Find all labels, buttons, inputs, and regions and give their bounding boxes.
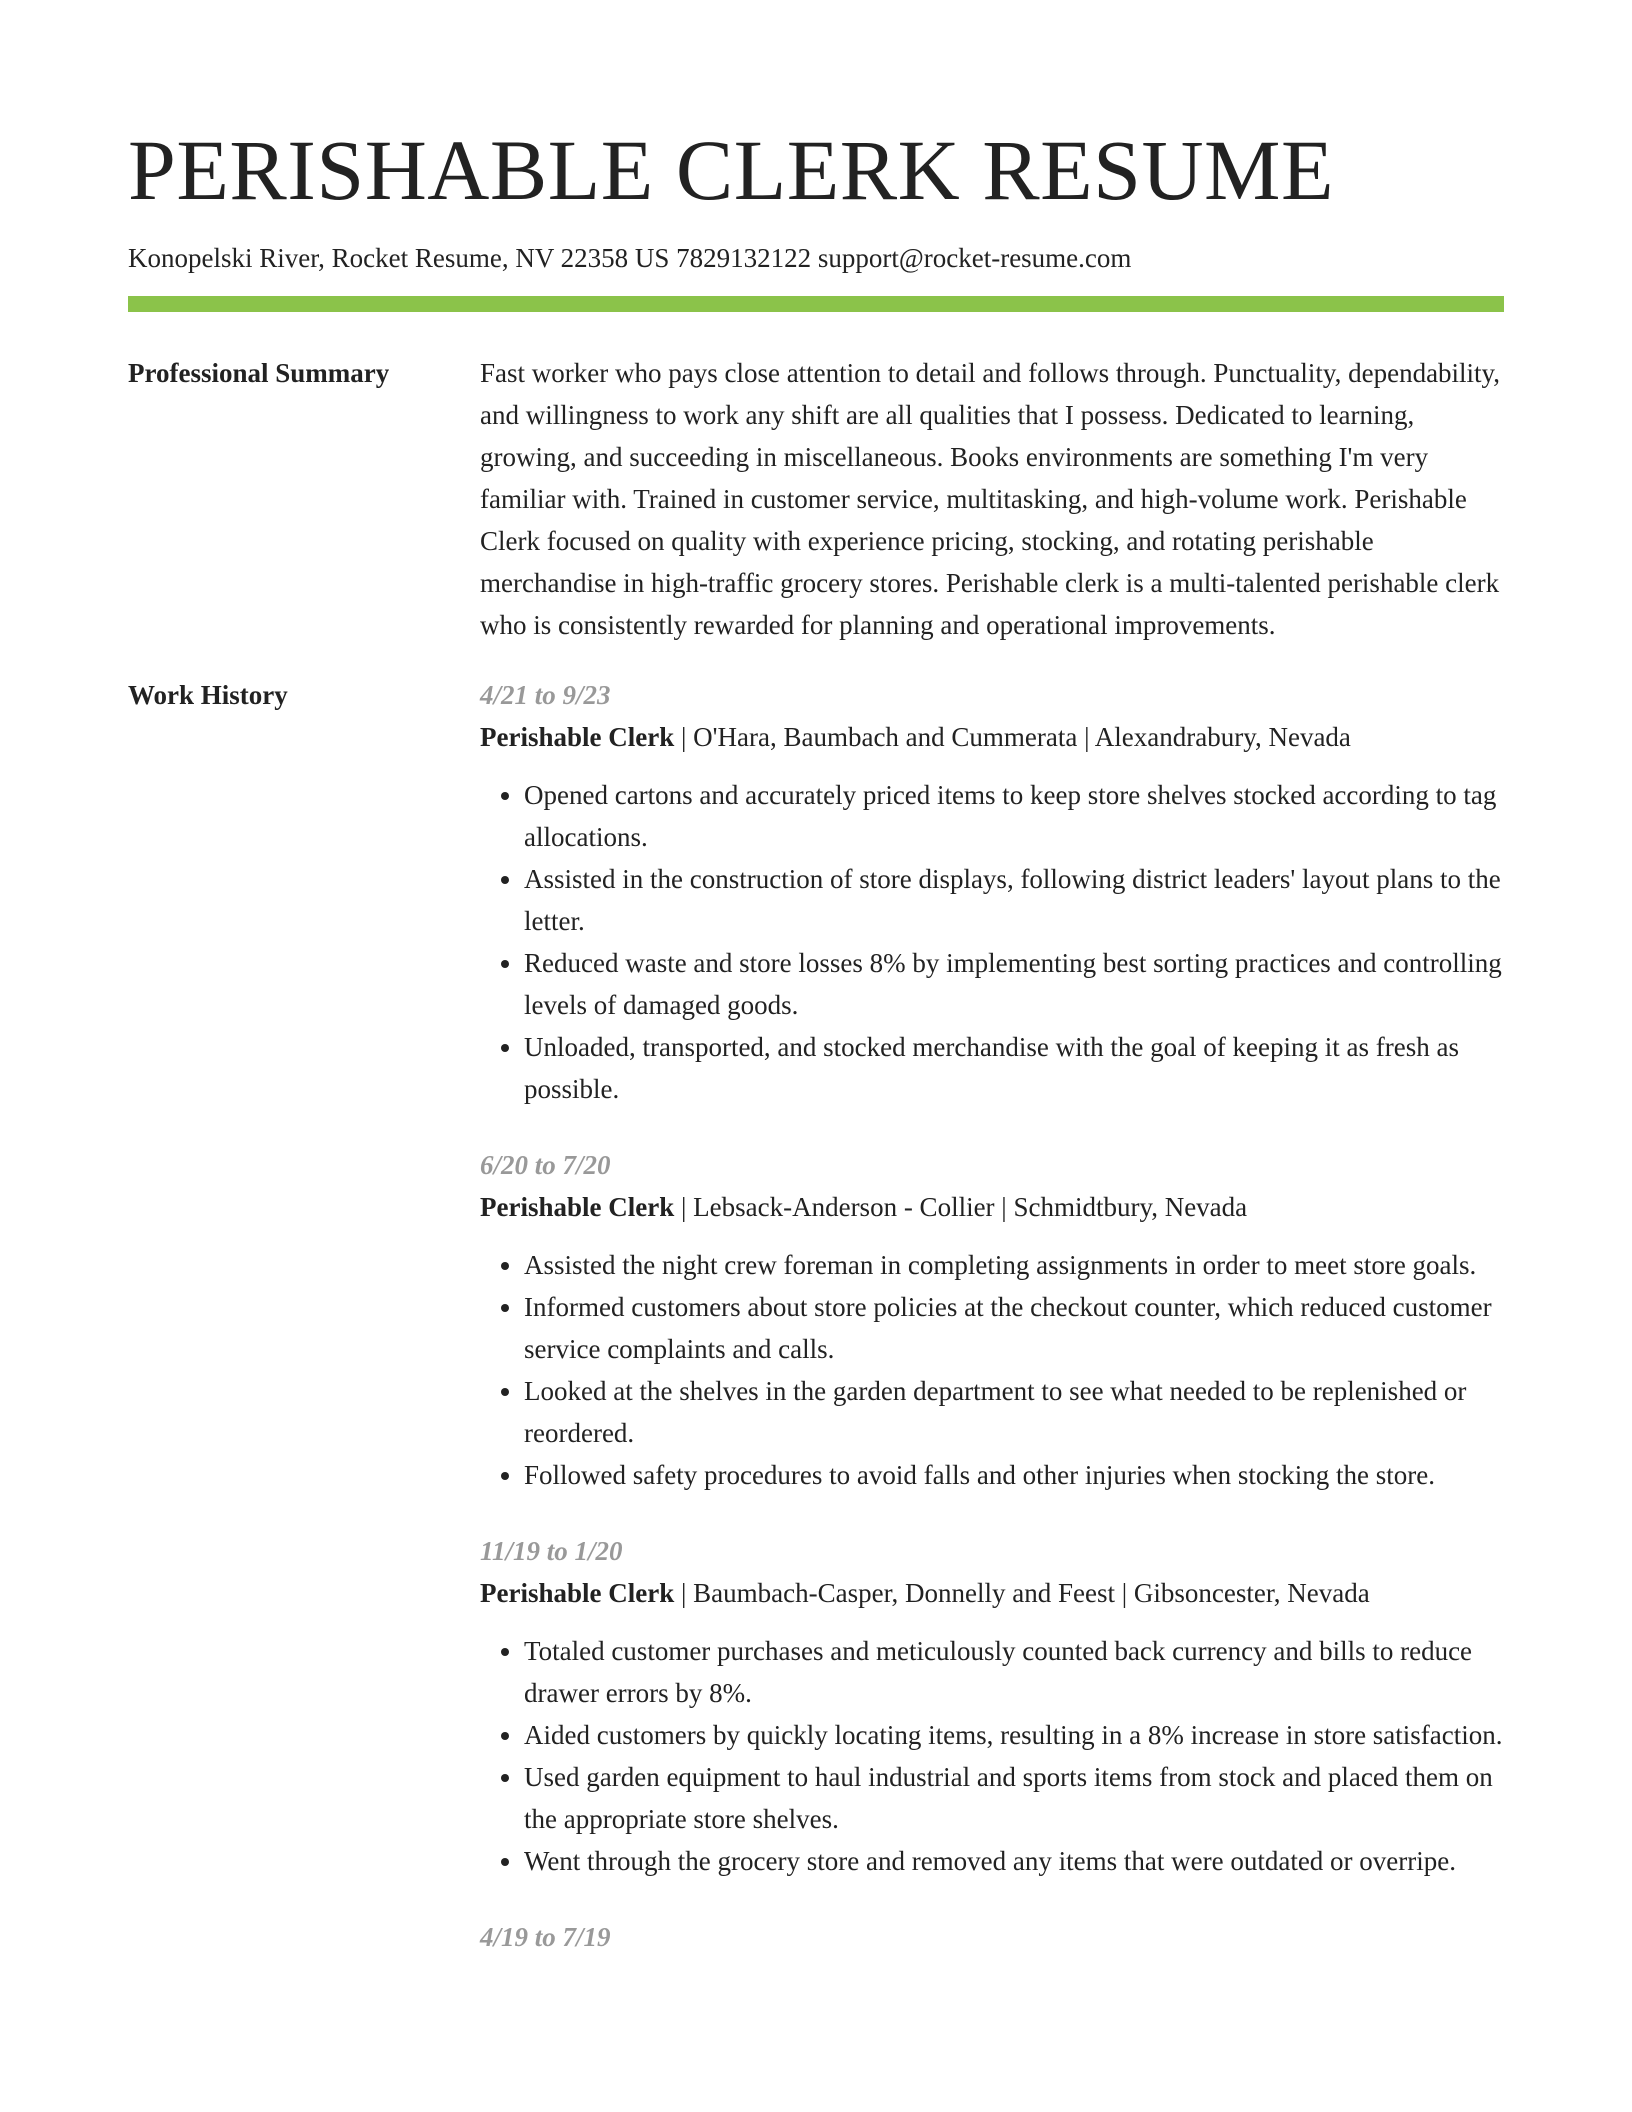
job-entry — [480, 1530, 1504, 1882]
summary-text: Fast worker who pays close attention to detail and follows through. Punctuality, dependability, and willingness to work any shift are all qualities that I possess. Dedicated to learning, growing, and succeeding in miscellaneous. Books environments are something I'm very familiar with. Trained in customer service, multitasking, and high-volume work. Perishable Clerk focused on quality with experience pricing, stocking, and rotating perishable merchandise in high-traffic grocery stores. Perishable clerk is a multi-talented perishable clerk who is consistently rewarded for planning and operational improvements. — [480, 358, 1501, 640]
job-heading — [480, 716, 1504, 758]
job-heading — [480, 1572, 1504, 1614]
job-title: Perishable Clerk — [480, 722, 675, 752]
job-bullets — [480, 1630, 1504, 1882]
job-bullet: • Totaled customer purchases and meticulously counted back currency and bills to reduce drawer errors by 8%. — [524, 1630, 1504, 1714]
job-entry — [480, 1916, 1504, 1958]
job-bullet: • Assisted the night crew foreman in completing assignments in order to meet store goals. — [524, 1244, 1504, 1286]
contact-info: Konopelski River, Rocket Resume, NV 22358 US 7829132122 support@rocket-resume.com — [128, 243, 1132, 273]
job-bullet: • Used garden equipment to haul industrial and sports items from stock and placed them on the appropriate store shelves. — [524, 1756, 1504, 1840]
job-bullet: • Followed safety procedures to avoid falls and other injuries when stocking the store. — [524, 1454, 1504, 1496]
job-entry — [480, 674, 1504, 1110]
job-employer-location: | Lebsack-Anderson - Collier | Schmidtbury, Nevada — [674, 1192, 1248, 1222]
job-bullet: • Reduced waste and store losses 8% by implementing best sorting practices and controlling levels of damaged goods. — [524, 942, 1504, 1026]
job-bullets — [480, 1244, 1504, 1496]
job-bullet: • Looked at the shelves in the garden department to see what needed to be replenished or reordered. — [524, 1370, 1504, 1454]
work-history-section — [128, 674, 1504, 1992]
section-label-work: Work History — [128, 680, 288, 710]
job-bullet: • Aided customers by quickly locating items, resulting in a 8% increase in store satisfaction. — [524, 1714, 1504, 1756]
job-dates: 11/19 to 1/20 — [480, 1536, 623, 1566]
job-heading — [480, 1186, 1504, 1228]
resume-page — [128, 0, 1504, 1992]
jobs-list — [480, 674, 1504, 1992]
job-dates: 6/20 to 7/20 — [480, 1150, 611, 1180]
job-bullets — [480, 774, 1504, 1110]
job-dates: 4/19 to 7/19 — [480, 1922, 611, 1952]
job-title: Perishable Clerk — [480, 1192, 675, 1222]
job-entry — [480, 1144, 1504, 1496]
job-bullet: • Informed customers about store policies at the checkout counter, which reduced customer service complaints and calls. — [524, 1286, 1504, 1370]
job-bullet: • Unloaded, transported, and stocked merchandise with the goal of keeping it as fresh as possible. — [524, 1026, 1504, 1110]
accent-divider — [128, 296, 1504, 312]
job-bullet: • Assisted in the construction of store displays, following district leaders' layout plans to the letter. — [524, 858, 1504, 942]
section-label-summary: Professional Summary — [128, 358, 390, 388]
summary-body — [480, 352, 1504, 646]
job-employer-location: | Baumbach-Casper, Donnelly and Feest | Gibsoncester, Nevada — [674, 1578, 1370, 1608]
job-bullet: • Went through the grocery store and removed any items that were outdated or overripe. — [524, 1840, 1504, 1882]
job-title: Perishable Clerk — [480, 1578, 675, 1608]
professional-summary-section — [128, 352, 1504, 646]
job-bullet: • Opened cartons and accurately priced items to keep store shelves stocked according to tag allocations. — [524, 774, 1504, 858]
job-employer-location: | O'Hara, Baumbach and Cummerata | Alexandrabury, Nevada — [674, 722, 1351, 752]
resume-title: PERISHABLE CLERK RESUME — [128, 122, 1335, 218]
job-dates: 4/21 to 9/23 — [480, 680, 611, 710]
